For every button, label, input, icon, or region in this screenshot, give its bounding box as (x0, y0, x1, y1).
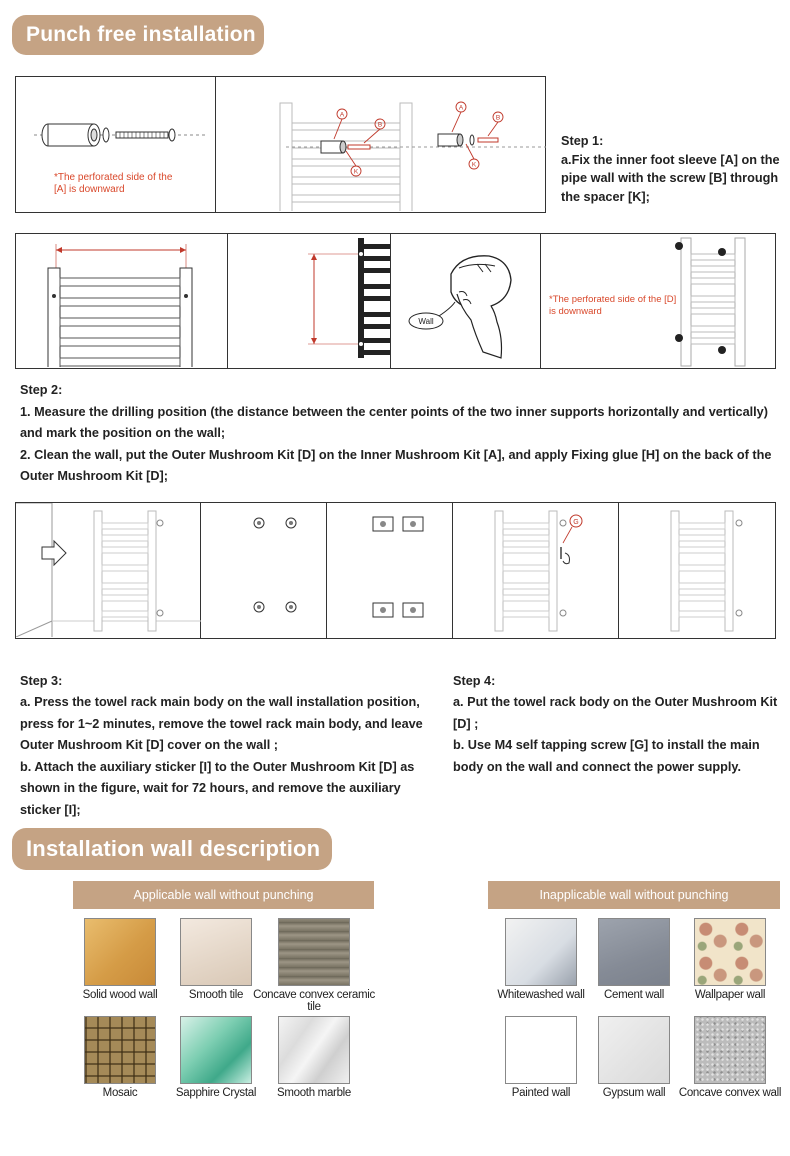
label-b: B (377, 121, 383, 129)
label-whitewashed: Whitewashed wall (497, 989, 585, 1001)
step4-panel-finished (619, 503, 777, 638)
label-a: A (339, 111, 345, 119)
label-b-2: B (495, 114, 501, 122)
step1-heading: Step 1: (561, 134, 604, 148)
swatch-sapphire-crystal (180, 1016, 252, 1084)
horizontal-measure-drawing (16, 234, 228, 367)
label-ceramic-tile: Concave convex ceramic tile (253, 989, 375, 1013)
label-k-2: K (471, 161, 477, 169)
mushroom-covers-on-wall-drawing (201, 503, 327, 637)
swatch-wallpaper (694, 918, 766, 986)
swatch-solid-wood (84, 918, 156, 986)
step2-panel-mushroom-kit (541, 234, 777, 368)
label-concave-convex: Concave convex wall (678, 1087, 782, 1099)
step2-description (20, 380, 780, 488)
step2-line2: 2. Clean the wall, put the Outer Mushroom Kit [D] on the Inner Mushroom Kit [A], and apply Fixing glue [H] on the back of the Outer Mushroom Kit [D]; (20, 447, 772, 483)
swatch-smooth-tile (180, 918, 252, 986)
finished-rack-drawing (619, 503, 777, 637)
label-painted: Painted wall (511, 1087, 571, 1099)
step3-description (20, 649, 440, 821)
rack-side-fixing-drawing (216, 77, 547, 211)
vertical-measure-drawing (228, 234, 391, 367)
step1-red-note: *The perforated side of the [A] is downward (54, 172, 173, 195)
swatch-ceramic-tile (278, 918, 350, 986)
step4-description (453, 649, 783, 778)
step1-panel-parts (16, 77, 216, 212)
press-rack-on-wall-drawing (16, 503, 201, 637)
step2-line1: 1. Measure the drilling position (the distance between the center points of the two inner supports horizontally and vertically) and mark the position on the wall; (20, 404, 768, 440)
swatch-cement (598, 918, 670, 986)
step2-red-note: *The perforated side of the [D] is downward (549, 294, 677, 317)
hand-wiping-wall-drawing (391, 234, 541, 367)
step3-4-illustration (15, 502, 776, 639)
step4-panel-screw (453, 503, 619, 638)
step1-description (561, 132, 783, 206)
swatch-painted (505, 1016, 577, 1084)
label-gypsum: Gypsum wall (602, 1087, 666, 1099)
step4-heading: Step 4: (453, 673, 496, 688)
step3-heading: Step 3: (20, 673, 63, 688)
label-smooth-tile: Smooth tile (188, 989, 244, 1001)
step1-body: a.Fix the inner foot sleeve [A] on the pipe wall with the screw [B] through the spacer [K]; (561, 152, 780, 204)
inapplicable-wall-header: Inapplicable wall without punching (488, 881, 780, 909)
screw-install-drawing (453, 503, 619, 637)
step1-illustration (15, 76, 546, 213)
label-a-2: A (458, 104, 464, 112)
step3-panel-mushroom-covers (201, 503, 327, 638)
wall-label: Wall (418, 317, 434, 326)
label-k: K (353, 168, 359, 176)
step2-illustration (15, 233, 776, 369)
step2-panel-measure-v (228, 234, 391, 368)
step3-panel-press (16, 503, 201, 638)
swatch-smooth-marble (278, 1016, 350, 1084)
step2-heading: Step 2: (20, 383, 63, 397)
section-title-wall-description: Installation wall description (12, 828, 332, 870)
step1-panel-rack (216, 77, 547, 212)
step3-panel-stickers (327, 503, 453, 638)
step4-body: a. Put the towel rack body on the Outer Mushroom Kit [D] ; b. Use M4 self tapping screw [G] to install the main body on the wall and connect the power supply. (453, 695, 778, 774)
auxiliary-stickers-drawing (327, 503, 453, 637)
section-title-punch-free: Punch free installation (12, 15, 264, 55)
label-sapphire-crystal: Sapphire Crystal (175, 1087, 257, 1099)
label-g: G (573, 519, 579, 526)
label-mosaic: Mosaic (102, 1087, 138, 1099)
applicable-wall-header: Applicable wall without punching (73, 881, 374, 909)
swatch-gypsum (598, 1016, 670, 1084)
swatch-whitewashed (505, 918, 577, 986)
label-cement: Cement wall (604, 989, 664, 1001)
label-smooth-marble: Smooth marble (276, 1087, 352, 1099)
swatch-concave-convex (694, 1016, 766, 1084)
step3-body: a. Press the towel rack main body on the wall installation position, press for 1~2 minutes, remove the towel rack main body, and leave Outer Mushroom Kit [D] cover on the wall ; b. Attach the auxiliary sticker [I] to the Outer Mushroom Kit [D] as shown in the figure, wait for 72 hours, and remove the auxiliary sticker [I]; (20, 695, 423, 817)
swatch-mosaic (84, 1016, 156, 1084)
step2-panel-measure-h (16, 234, 228, 368)
label-solid-wood: Solid wood wall (82, 989, 158, 1001)
label-wallpaper: Wallpaper wall (694, 989, 766, 1001)
step2-panel-clean-wall (391, 234, 541, 368)
